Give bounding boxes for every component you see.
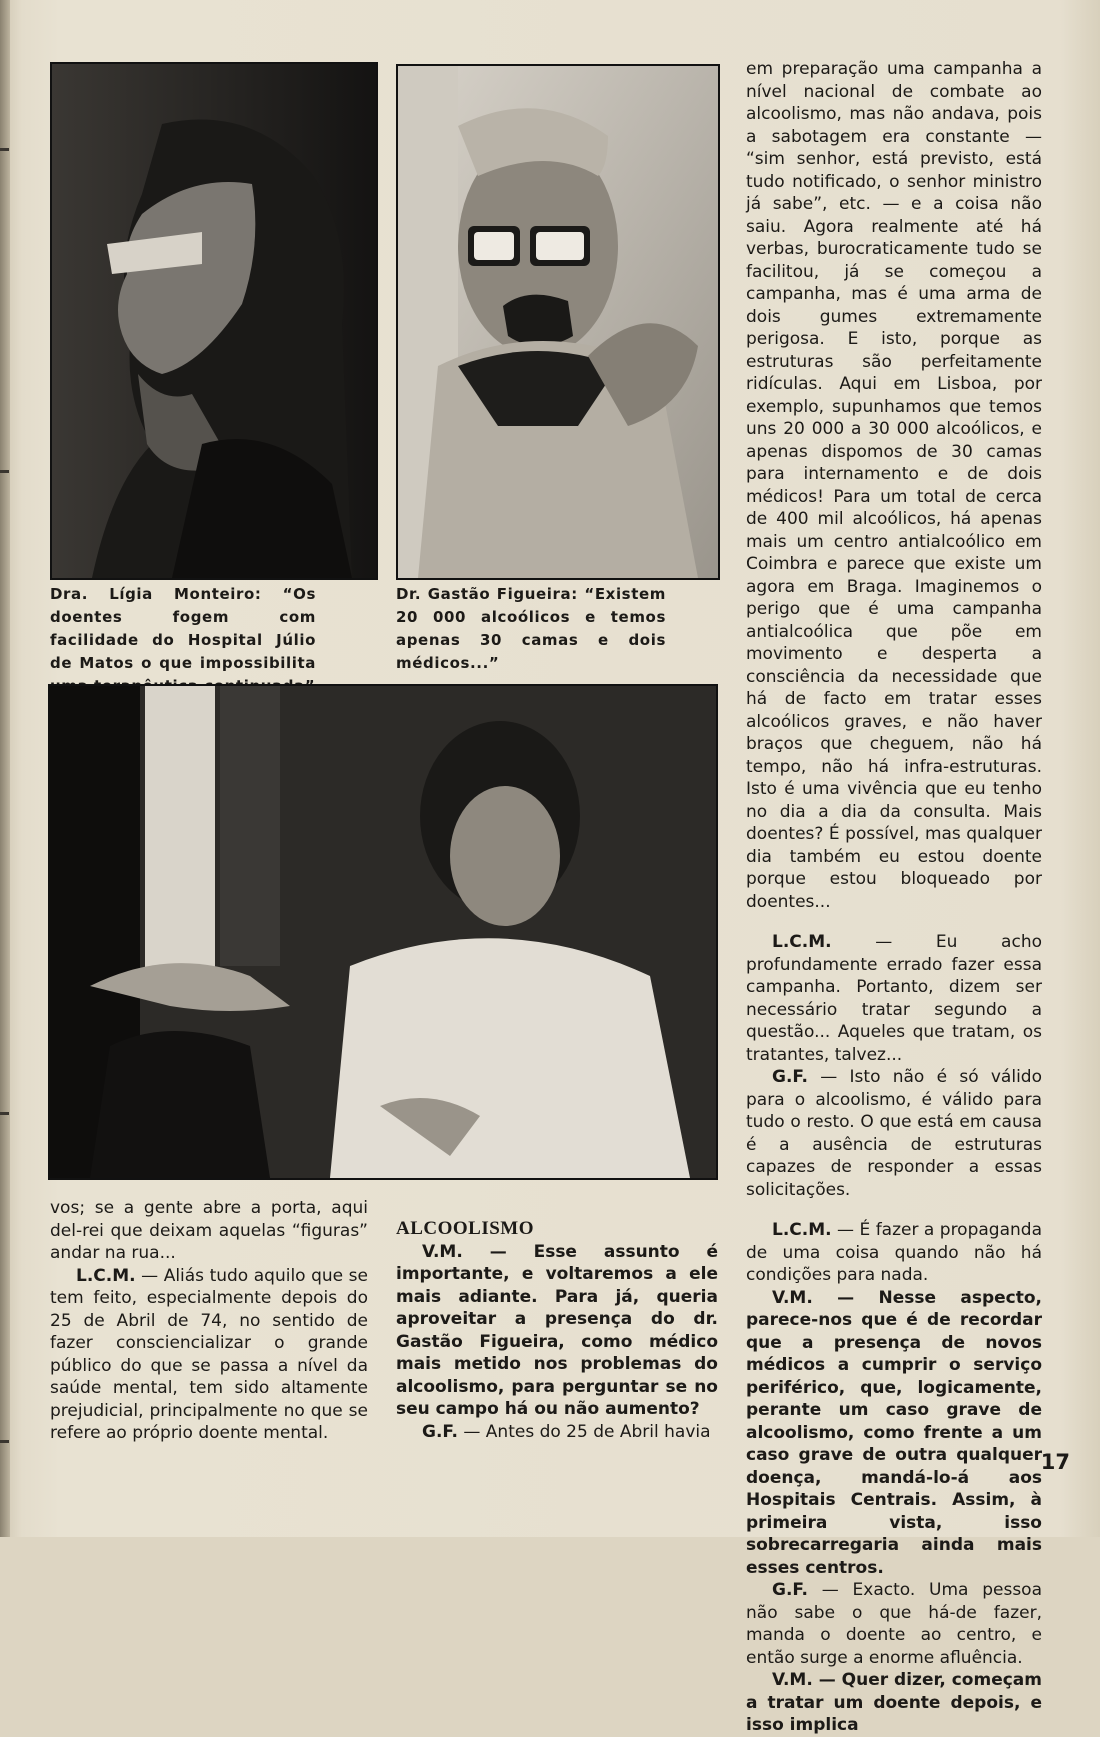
binding-mark xyxy=(0,470,9,473)
paragraph-text: — Eu acho profundamente errado fazer essa campanha. Portanto, dizem ser necessário tratar segundo a questão... Aqueles que tratam, os tratantes, talvez... xyxy=(746,932,1042,1065)
speaker: V.M. xyxy=(772,1670,813,1690)
paragraph-text: — Antes do 25 de Abril havia xyxy=(457,1421,711,1442)
speaker: G.F. xyxy=(422,1421,458,1442)
paragraph xyxy=(396,1421,718,1444)
photo-ligia-monteiro xyxy=(50,62,378,580)
paragraph: em preparação uma campanha a nível nacional de combate ao alcoolismo, mas não andava, pois a sabotagem era constante — “sim senhor, está previsto, está tudo notificado, o senhor ministro já sabe”, etc. — e a coisa não saiu. Agora realmente até há verbas, burocraticamente tudo se facilitou, já se começou a campanha, mas é uma arma de dois gumes extremamente perigosa. E isto, porque as estruturas são perfeitamente ridículas. Aqui em Lisboa, por exemplo, supunhamos que temos uns 20 000 a 30 000 alcoólicos, e apenas dispomos de 30 camas para internamento e de dois médicos! Para um total de cerca de 400 mil alcoólicos, há apenas mais um centro antialcoólico em Coimbra e parece que existe um agora em Braga. Imaginemos o perigo que é uma campanha antialcoólica que põe em movimento e desperta a consciência da necessidade que há de facto em tratar esses alcoólicos graves, e não haver braços que cheguem, não há tempo, não há infra-estruturas. Isto é uma vivência que eu tenho no dia a dia da consulta. Mais doentes? É possível, mas qualquer dia também eu estou doente porque estou bloqueado por doentes... xyxy=(746,59,1042,912)
paragraph xyxy=(746,1219,1042,1287)
speaker: L.C.M. xyxy=(76,1265,136,1286)
binding-mark xyxy=(0,1440,9,1443)
paragraph-text: — Esse assunto é importante, e voltaremos a ele mais adiante. Para já, queria aproveitar a presença do dr. Gastão Figueira, como médico mais metido nos problemas do alcoolismo, para perguntar se no seu campo há ou não aumento? xyxy=(396,1241,718,1419)
speaker: L.C.M. xyxy=(772,932,832,952)
paragraph xyxy=(396,1241,718,1421)
speaker: G.F. xyxy=(772,1580,808,1600)
paragraph-text: — É fazer a propaganda de uma coisa quando não há condições para nada. xyxy=(746,1220,1042,1285)
text-column-left xyxy=(50,1197,368,1445)
photo-woman-gesturing xyxy=(48,684,718,1180)
speaker: V.M. xyxy=(422,1241,463,1262)
paragraph xyxy=(746,1669,1042,1737)
paragraph-text: — Aliás tudo aquilo que se tem feito, especialmente depois do 25 de Abril de 74, no sentido de fazer consciencializar o grande público do que se passa a nível da saúde mental, tem sido altamente prejudicial, principalmente no que se refere ao próprio doente mental. xyxy=(50,1265,368,1443)
paragraph-text: — Quer dizer, começam a tratar um doente depois, e isso implica xyxy=(746,1670,1042,1735)
paragraph-text: — Nesse aspecto, parece-nos que é de recordar que a presença de novos médicos a cumprir o serviço periférico, que, logicamente, perante um caso grave de alcoolismo, como frente a um caso grave de outra qualquer doença, mandá-lo-á aos Hospitais Centrais. Assim, à primeira vista, isso sobrecarregaria ainda mais esses centros. xyxy=(746,1287,1042,1578)
page-number: 17 xyxy=(1040,1450,1070,1474)
paragraph: vos; se a gente abre a porta, aqui del-rei que deixam aquelas “figuras” andar na rua... xyxy=(50,1198,368,1263)
photo-gastao-figueira xyxy=(396,64,720,580)
section-heading: ALCOOLISMO xyxy=(396,1218,535,1239)
speaker: V.M. xyxy=(772,1287,813,1308)
paragraph-text: — Exacto. Uma pessoa não sabe o que há-de fazer, manda o doente ao centro, e então surge a enorme afluência. xyxy=(746,1580,1042,1668)
page-binding xyxy=(0,0,10,1537)
binding-mark xyxy=(0,148,9,151)
paragraph xyxy=(746,1579,1042,1669)
caption-photo-2: Dr. Gastão Figueira: “Existem 20 000 alcoólicos e temos apenas 30 camas e dois médicos...” xyxy=(396,585,666,672)
paragraph xyxy=(746,1287,1042,1580)
paragraph xyxy=(746,1066,1042,1201)
speaker: G.F. xyxy=(772,1067,808,1087)
caption-photo-1: Dra. Lígia Monteiro: “Os doentes fogem com facilidade do Hospital Júlio de Matos o que impossibilita xyxy=(50,585,316,672)
speaker: L.C.M. xyxy=(772,1220,832,1240)
paragraph-text: — Isto não é só válido para o alcoolismo, é válido para tudo o resto. O que está em causa é a ausência de estruturas capazes de responder a essas solicitações. xyxy=(746,1067,1042,1200)
paragraph xyxy=(50,1265,368,1445)
text-column-middle xyxy=(396,1218,718,1443)
paragraph xyxy=(746,931,1042,1066)
text-column-right xyxy=(746,58,1042,1737)
binding-mark xyxy=(0,1112,9,1115)
